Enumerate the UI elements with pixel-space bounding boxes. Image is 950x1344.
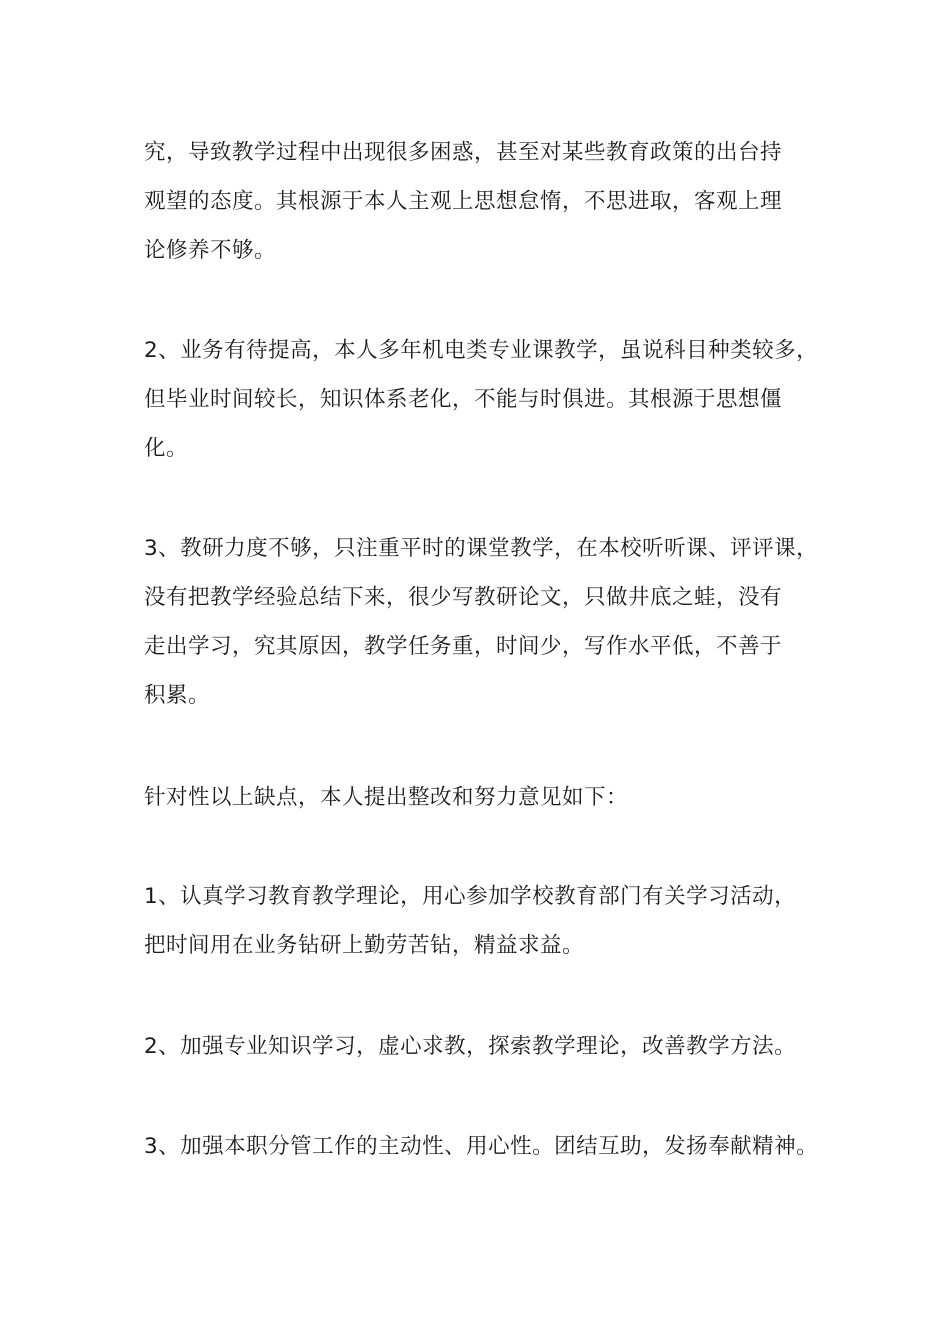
text-line: 1、认真学习教育教学理论，用心参加学校教育部门有关学习活动，	[144, 884, 797, 909]
paragraph-6	[144, 1022, 796, 1071]
paragraph-2	[144, 326, 818, 473]
text-line: 3、教研力度不够，只注重平时的课堂教学，在本校听听课、评评课，	[144, 536, 819, 561]
text-line: 积累。	[144, 683, 211, 708]
text-line: 2、业务有待提高，本人多年机电类专业课教学，虽说科目种类较多，	[144, 338, 819, 363]
text-line: 化。	[144, 436, 189, 461]
text-line: 走出学习，究其原因，教学任务重，时间少，写作水平低，不善于	[144, 634, 783, 659]
text-line: 把时间用在业务钻研上勤劳苦钻，精益求益。	[144, 933, 585, 958]
text-line: 论修养不够。	[144, 238, 277, 263]
paragraph-1	[144, 128, 782, 275]
paragraph-5	[144, 872, 796, 970]
text-line: 没有把教学经验总结下来，很少写教研论文，只做井底之蛙，没有	[144, 585, 783, 610]
text-line: 观望的态度。其根源于本人主观上思想怠惰，不思进取，客观上理	[144, 189, 783, 214]
text-line: 但毕业时间较长，知识体系老化，不能与时俱进。其根源于思想僵	[144, 387, 783, 412]
text-line: 2、加强专业知识学习，虚心求教，探索教学理论，改善教学方法。	[144, 1034, 797, 1059]
paragraph-4	[144, 773, 628, 822]
paragraph-3	[144, 524, 818, 720]
text-line: 针对性以上缺点，本人提出整改和努力意见如下：	[144, 785, 629, 810]
text-line: 3、加强本职分管工作的主动性、用心性。团结互助，发扬奉献精神。	[144, 1134, 819, 1159]
text-line: 究，导致教学过程中出现很多困惑，甚至对某些教育政策的出台持	[144, 140, 783, 165]
paragraph-7	[144, 1122, 818, 1171]
